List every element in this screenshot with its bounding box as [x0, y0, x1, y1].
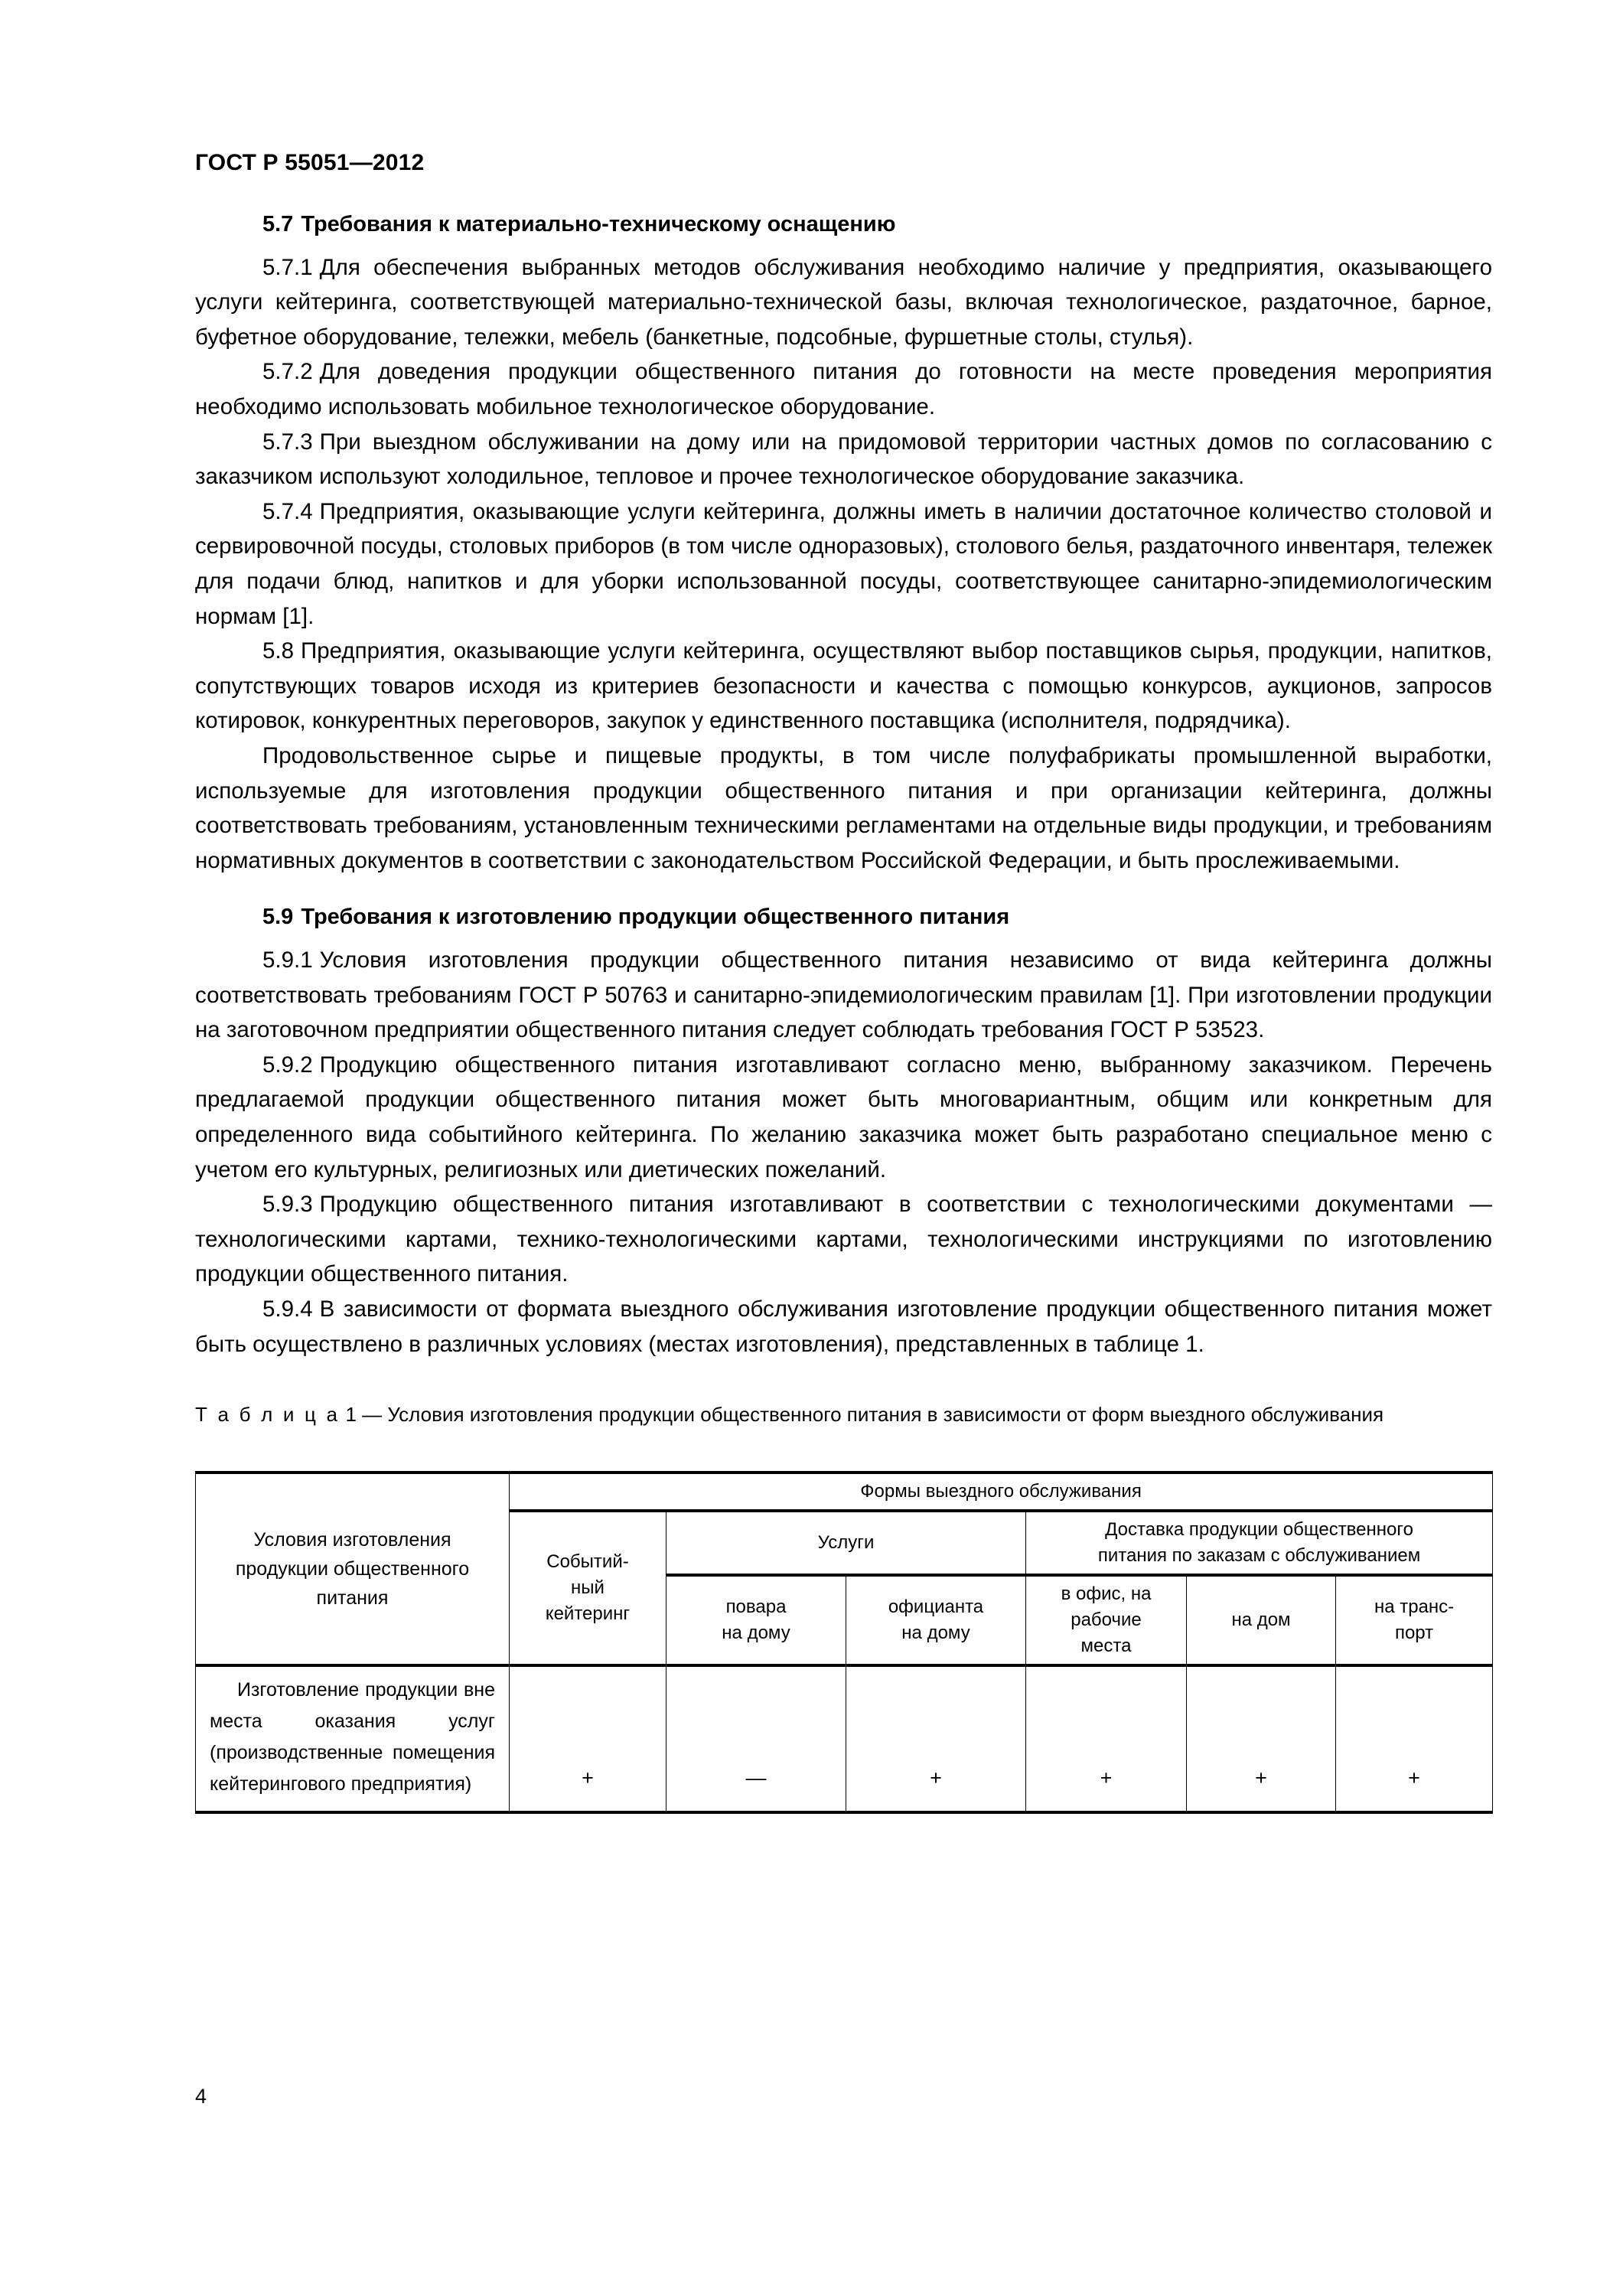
- col-header-line1: в офис, на: [1061, 1583, 1152, 1605]
- table-cell-value: —: [666, 1665, 846, 1812]
- paragraph-5-9-4-text: В зависимости от формата выездного обслуживания изготовление продукции общественного питания может быть осуществлено в различных условиях (местах изготовления), представленных в таблице 1.: [195, 1296, 1492, 1357]
- spacer: [195, 878, 1492, 903]
- col-header-line1: официанта: [888, 1596, 984, 1618]
- paragraph-5-9-1-number: 5.9.1: [262, 947, 313, 974]
- table-subgroup-services: Услуги: [666, 1511, 1026, 1575]
- table-col-header-chef-at-home: [666, 1575, 846, 1665]
- page-content: [195, 210, 1492, 1814]
- paragraph-5-8-number: 5.8: [262, 638, 295, 664]
- paragraph-5-7-4: [195, 494, 1492, 634]
- table-caption-label: Т а б л и ц а: [195, 1403, 341, 1427]
- spacer: [195, 932, 1492, 943]
- table-cell-value: +: [510, 1665, 666, 1812]
- paragraph-5-7-4-text: Предприятия, оказывающие услуги кейтеринга, должны иметь в наличии достаточное количество столовой и сервировочной посуды, столовых приборов (в том числе одноразовых), столового белья, раздаточного инвентаря, тележек для подачи блюд, напитков и для уборки использованной посуды, соответствующее санитарно-эпидемиологическим нормам [1].: [195, 498, 1493, 629]
- col-header-line1: на транс-: [1374, 1596, 1455, 1618]
- table-cell-value: +: [1336, 1665, 1493, 1812]
- running-header: ГОСТ Р 55051—2012: [195, 150, 425, 175]
- paragraph-5-7-1-number: 5.7.1: [262, 254, 313, 280]
- table-row: [196, 1665, 1493, 1812]
- col-header-line3: места: [1080, 1636, 1132, 1657]
- paragraph-5-9-3-number: 5.9.3: [262, 1192, 313, 1218]
- table-col-header-waiter-at-home: [846, 1575, 1026, 1665]
- spacer: [195, 240, 1492, 250]
- paragraph-5-9-2: [195, 1048, 1492, 1187]
- page-number: 4: [195, 2085, 207, 2108]
- col-header-line1: на дом: [1231, 1609, 1291, 1631]
- table-cell-value: +: [846, 1665, 1026, 1812]
- heading-5-9-number: 5.9: [262, 905, 294, 930]
- table-cell-value: +: [1187, 1665, 1336, 1812]
- table-row-label: Изготовление продукции вне места оказания услуг (производственные помещения кейтерингового предприятия): [196, 1665, 510, 1812]
- paragraph-5-7-2-number: 5.7.2: [262, 359, 313, 385]
- paragraph-5-7-1-text: Для обеспечения выбранных методов обслуживания необходимо наличие у предприятия, оказывающего услуги кейтеринга, соответствующей материально-технической базы, включая технологическое, раздаточное, барное, буфетное оборудование, тележки, мебель (банкетные, подсобные, фуршетные столы, стулья).: [195, 254, 1492, 350]
- paragraph-5-7-4-number: 5.7.4: [262, 498, 313, 524]
- paragraph-5-9-4-number: 5.9.4: [262, 1296, 313, 1322]
- paragraph-5-8-text: Предприятия, оказывающие услуги кейтеринга, осуществляют выбор поставщиков сырья, продукции, напитков, сопутствующих товаров исходя из критериев безопасности и качества с помощью конкурсов, аукционов, запросов котировок, конкурентных переговоров, закупок у единственного поставщика (исполнителя, подрядчика).: [195, 638, 1492, 734]
- paragraph-5-8: [195, 634, 1492, 739]
- paragraph-5-9-2-text: Продукцию общественного питания изготавливают согласно меню, выбранному заказчиком. Перечень предлагаемой продукции общественного питания может быть многовариантным, общим или конкретным для определенного вида событийного кейтеринга. По желанию заказчика может быть разработано специальное меню с учетом его культурных, религиозных или диетических пожеланий.: [195, 1052, 1492, 1182]
- heading-5-7-number: 5.7: [262, 212, 294, 236]
- subgroup-delivery-line1: Доставка продукции общественного: [1105, 1519, 1413, 1541]
- paragraph-5-9-1: [195, 943, 1492, 1048]
- paragraph-5-7-3-text: При выездном обслуживании на дому или на придомовой территории частных домов по согласованию с заказчиком используют холодильное, тепловое и прочее технологическое оборудование заказчика.: [195, 429, 1492, 490]
- table-caption-dash: —: [362, 1403, 383, 1427]
- table-col-header-event-catering: [510, 1511, 666, 1665]
- table-head: [196, 1473, 1493, 1665]
- table-1: [195, 1471, 1493, 1814]
- col-header-line3: кейтеринг: [545, 1603, 631, 1625]
- heading-5-9: [195, 903, 1492, 932]
- table-col-header-to-transport: [1336, 1575, 1493, 1665]
- table-col-header-to-home: [1187, 1575, 1336, 1665]
- spacer: [195, 1362, 1492, 1398]
- paragraph-5-9-4: [195, 1292, 1492, 1362]
- paragraph-5-7-2: [195, 354, 1492, 424]
- table-stub-header-line1: Условия изготовления: [253, 1529, 451, 1551]
- paragraph-5-7-1: [195, 250, 1492, 355]
- col-header-line2: рабочие: [1071, 1609, 1142, 1631]
- table-col-header-office-workplace: [1026, 1575, 1187, 1665]
- heading-5-9-title: Требования к изготовлению продукции общественного питания: [301, 905, 1010, 930]
- heading-5-7: [195, 210, 1492, 240]
- col-header-line2: на дому: [722, 1623, 790, 1644]
- paragraph-5-7-3: [195, 425, 1492, 494]
- paragraph-5-7-3-number: 5.7.3: [262, 429, 313, 455]
- paragraph-5-9-3: [195, 1187, 1492, 1292]
- paragraph-5-9-3-text: Продукцию общественного питания изготавливают в соответствии с технологическими документами — технологическими картами, технико-технологическими картами, технологическими инструкциями по изготовлению продукции общественного питания.: [195, 1192, 1492, 1287]
- col-header-line2: на дому: [901, 1623, 970, 1644]
- table-body: [196, 1665, 1493, 1812]
- paragraph-5-9-1-text: Условия изготовления продукции общественного питания независимо от вида кейтеринга должны соответствовать требованиям ГОСТ Р 50763 и санитарно-эпидемиологическим правилам [1]. При изготовлении продукции на заготовочном предприятии общественного питания следует соблюдать требования ГОСТ Р 53523.: [195, 947, 1492, 1043]
- col-header-line2: ный: [571, 1577, 605, 1599]
- table-caption-text: Условия изготовления продукции общественного питания в зависимости от форм выездного обслуживания: [387, 1403, 1384, 1427]
- table-subgroup-delivery: [1026, 1511, 1493, 1575]
- paragraph-5-9-2-number: 5.9.2: [262, 1052, 313, 1078]
- table-caption: [195, 1398, 1492, 1431]
- table-group-header: Формы выездного обслуживания: [510, 1473, 1493, 1511]
- table-cell-value: +: [1026, 1665, 1187, 1812]
- table-caption-number: 1: [345, 1403, 357, 1427]
- paragraph-5-8-continued: Продовольственное сырье и пищевые продукты, в том числе полуфабрикаты промышленной выработки, используемые для изготовления продукции общественного питания и при организации кейтеринга, должны соответствовать требованиям, установленным техническими регламентами на отдельные виды продукции, и требованиям нормативных документов в соответствии с законодательством Российской Федерации, и быть прослеживаемыми.: [195, 743, 1492, 873]
- col-header-line1: Событий-: [546, 1551, 629, 1573]
- col-header-line2: порт: [1394, 1623, 1434, 1644]
- subgroup-delivery-line2: питания по заказам с обслуживанием: [1097, 1545, 1421, 1567]
- table-head-row-1: [196, 1473, 1493, 1511]
- col-header-line1: повара: [725, 1596, 787, 1618]
- table-stub-header: [196, 1473, 510, 1665]
- heading-5-7-title: Требования к материально-техническому оснащению: [301, 212, 896, 236]
- table-stub-header-line2: продукции общественного питания: [235, 1558, 470, 1609]
- paragraph-5-7-2-text: Для доведения продукции общественного питания до готовности на месте проведения мероприятия необходимо использовать мобильное технологическое оборудование.: [195, 359, 1492, 420]
